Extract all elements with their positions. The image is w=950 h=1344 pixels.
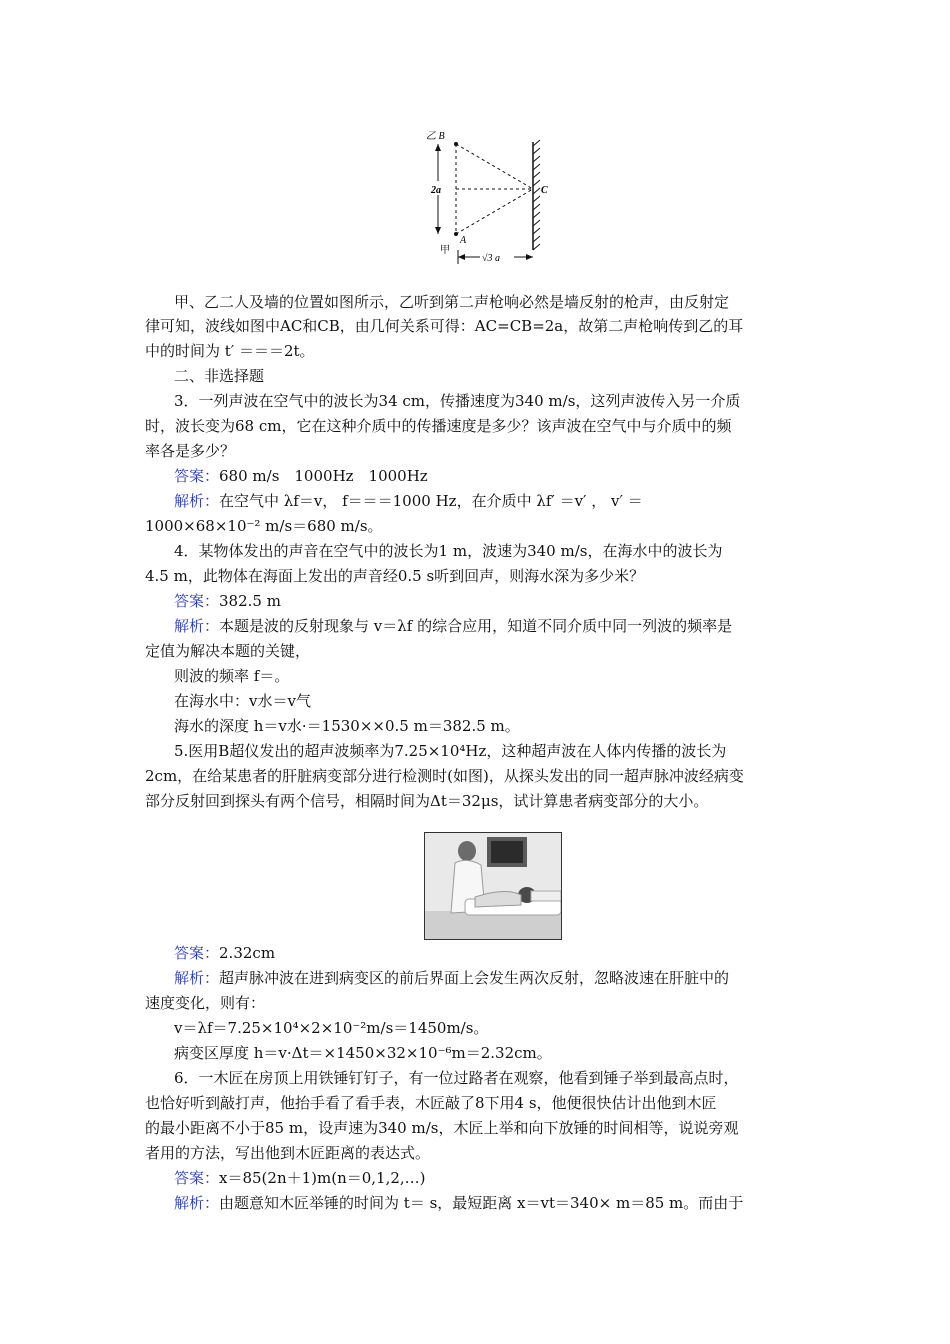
q4-line2: 4.5 m，此物体在海面上发出的声音经0.5 s听到回声，则海水深为多少米？: [145, 567, 645, 585]
q3-analysis-label: 解析：: [174, 492, 220, 510]
q5-line2: 2cm，在给某患者的肝脏病变部分进行检测时(如图)，从探头发出的同一超声脉冲波经病变: [145, 767, 744, 785]
label-2a: 2a: [431, 185, 441, 196]
q4-analysis-line1: 本题是波的反射现象与 v＝λf 的综合应用，知道不同介质中同一列波的频率是: [219, 617, 733, 635]
para1-line3: 中的时间为 t′ ＝＝＝2t。: [145, 342, 315, 360]
q3-answer-text: 680 m/s 1000Hz 1000Hz: [219, 467, 428, 485]
dim-2a-arrow-bottom: [435, 227, 441, 234]
q3-answer-label: 答案：: [174, 467, 220, 485]
dim-sqrt3-arrow-right: [526, 254, 533, 260]
q3-analysis-line1: 在空气中 λf＝v， f＝＝＝1000 Hz，在介质中 λf′ ＝v′ ， v′ ＝: [219, 492, 643, 510]
dim-sqrt3-arrow-left: [458, 254, 465, 260]
q4-analysis-line5: 海水的深度 h＝v水·＝1530××0.5 m＝382.5 m。: [174, 717, 520, 735]
q5-answer: [174, 943, 275, 963]
q5-analysis-line4: 病变区厚度 h＝v·Δt＝×1450×32×10⁻⁶m＝2.32cm。: [174, 1044, 552, 1062]
q6-answer-text: x＝85(2n＋1)m(n＝0,1,2,…): [219, 1169, 426, 1187]
q3-line3: 率各是多少？: [145, 442, 236, 460]
q6-answer: [174, 1168, 426, 1188]
q5-analysis-line1: 超声脉冲波在进到病变区的前后界面上会发生两次反射，忽略波速在肝脏中的: [219, 969, 730, 987]
q6-line2: 也恰好听到敲打声，他抬手看了看手表，木匠敲了8下用4 s，他便很快估计出他到木匠: [145, 1094, 717, 1112]
q6-analysis-line1: 由题意知木匠举锤的时间为 t＝ s，最短距离 x＝vt＝340× m＝85 m。而由于: [219, 1194, 744, 1212]
q4-analysis-label: 解析：: [174, 617, 220, 635]
q4-analysis-line3: 则波的频率 f＝。: [174, 667, 290, 685]
q6-line4: 者用的方法，写出他到木匠距离的表达式。: [145, 1144, 431, 1162]
para1-line1: 甲、乙二人及墙的位置如图所示，乙听到第二声枪响必然是墙反射的枪声，由反射定: [174, 293, 730, 311]
para1-line2: 律可知，波线如图中AC和CB，由几何关系可得：AC=CB=2a，故第二声枪响传到乙的耳: [145, 317, 744, 335]
point-a: [454, 232, 458, 236]
q3-line1: 3．一列声波在空气中的波长为34 cm，传播速度为340 m/s，这列声波传入另一介质: [174, 392, 741, 410]
q4-line1: 4．某物体发出的声音在空气中的波长为1 m，波速为340 m/s，在海水中的波长为: [174, 542, 723, 560]
q4-answer-text: 382.5 m: [219, 592, 281, 610]
q5-line3: 部分反射回到探头有两个信号，相隔时间为Δt＝32μs，试计算患者病变部分的大小。: [145, 792, 709, 810]
point-b: [454, 142, 458, 146]
wall-hatching: [533, 140, 540, 250]
q6-line1: 6．一木匠在房顶上用铁锤钉钉子，有一位过路者在观察，他看到锤子举到最高点时，: [174, 1069, 739, 1087]
q4-analysis-line4: 在海水中：v水＝v气: [174, 692, 311, 710]
q5-answer-text: 2.32cm: [219, 944, 276, 962]
q3-analysis-line2: 1000×68×10⁻² m/s＝680 m/s。: [145, 517, 383, 535]
q5-analysis-line2: 速度变化，则有：: [145, 994, 266, 1012]
label-b: 乙 B: [426, 131, 445, 142]
label-sqrt3a: √3 a: [482, 253, 500, 264]
ultrasound-photo: [424, 832, 562, 940]
q4-answer-label: 答案：: [174, 592, 220, 610]
q3-analysis: [174, 491, 643, 511]
q5-analysis: [174, 968, 729, 988]
q6-analysis: [174, 1193, 743, 1213]
q5-answer-label: 答案：: [174, 944, 220, 962]
section-title: 二、非选择题: [174, 367, 265, 385]
q6-line3: 的最小距离不小于85 m，设声速为340 m/s，木匠上举和向下放锤的时间相等，说说旁观: [145, 1119, 739, 1137]
line-bc: [456, 144, 533, 189]
q6-answer-label: 答案：: [174, 1169, 220, 1187]
q6-analysis-label: 解析：: [174, 1194, 220, 1212]
reflection-diagram: [420, 122, 560, 272]
q5-analysis-line3: v＝λf＝7.25×10⁴×2×10⁻²m/s＝1450m/s。: [174, 1019, 489, 1037]
q3-answer: [174, 466, 428, 486]
q4-analysis: [174, 616, 732, 636]
label-a: 甲: [440, 245, 450, 256]
ultrasound-illustration: [425, 833, 561, 939]
dim-2a-arrow-top: [435, 144, 441, 151]
q4-answer: [174, 591, 281, 611]
label-a-point: A: [460, 235, 467, 246]
q3-line2: 时，波长变为68 cm，它在这种介质中的传播速度是多少？该声波在空气中与介质中的频: [145, 417, 732, 435]
q4-analysis-line2: 定值为解决本题的关键，: [145, 642, 311, 660]
label-c: C: [541, 185, 548, 196]
q5-line1: 5.医用B超仪发出的超声波频率为7.25×10⁴Hz，这种超声波在人体内传播的波长为: [174, 742, 727, 760]
q5-analysis-label: 解析：: [174, 969, 220, 987]
line-ac: [456, 189, 533, 234]
